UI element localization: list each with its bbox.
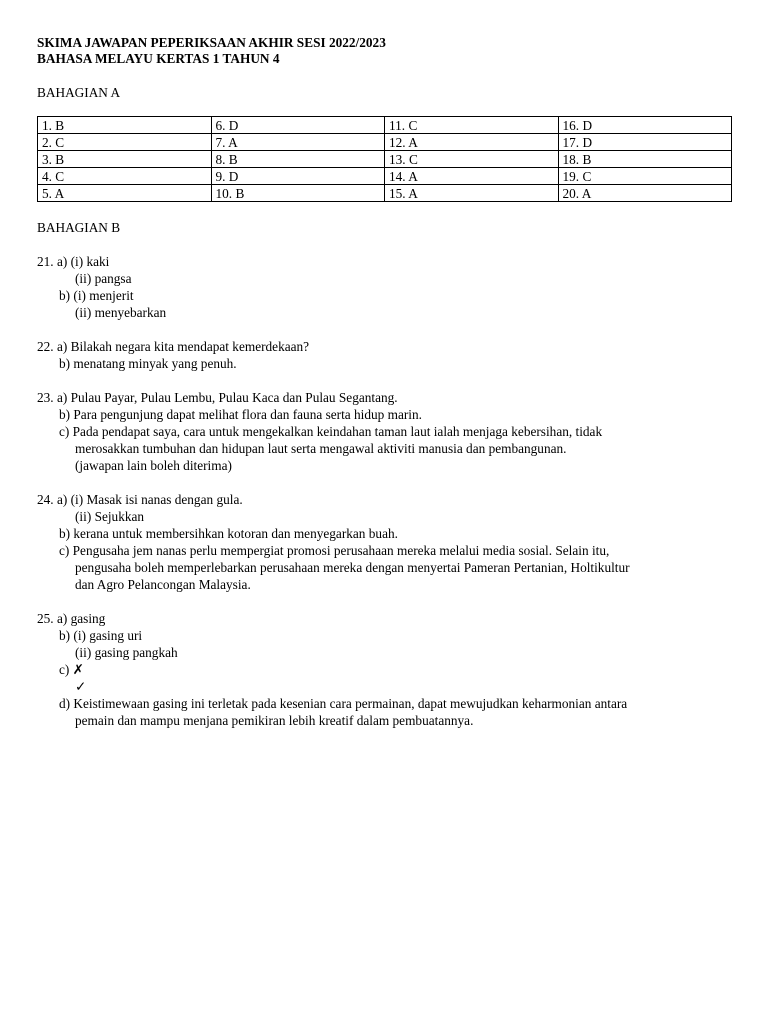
question-22 — [37, 338, 737, 372]
q22-b: b) menatang minyak yang penuh. — [59, 356, 237, 371]
answer-cell: 8. B — [211, 151, 385, 168]
q25-d-line-1: d) Keistimewaan gasing ini terletak pada kesenian cara permainan, dapat mewujudkan keharmonian antara — [59, 696, 628, 711]
q24-c-line-1: c) Pengusaha jem nanas perlu mempergiat promosi perusahaan mereka melalui media sosial. Selain itu, — [59, 543, 610, 558]
q24-c-line-2: pengusaha boleh memperlebarkan perusahaan mereka dengan menyertai Pameran Pertanian, Holtikultur — [75, 560, 630, 575]
q23-c-note: (jawapan lain boleh diterima) — [75, 458, 232, 473]
answer-cell: 20. A — [558, 185, 732, 202]
section-b-heading: BAHAGIAN B — [37, 220, 121, 235]
title-line-2: BAHASA MELAYU KERTAS 1 TAHUN 4 — [37, 51, 280, 66]
answer-table-row — [38, 134, 732, 151]
q24-b: b) kerana untuk membersihkan kotoran dan menyegarkan buah. — [59, 526, 398, 541]
q25-b-i: b) (i) gasing uri — [59, 628, 143, 643]
q24-a-i: 24. a) (i) Masak isi nanas dengan gula. — [37, 492, 243, 507]
q25-a: 25. a) gasing — [37, 611, 106, 626]
q23-c-line-2: merosakkan tumbuhan dan hidupan laut serta mengawal aktiviti manusia dan pembangunan. — [75, 441, 567, 456]
q25-b-ii: (ii) gasing pangkah — [75, 645, 178, 660]
answer-cell: 12. A — [385, 134, 559, 151]
answer-cell: 18. B — [558, 151, 732, 168]
q21-b-i: b) (i) menjerit — [59, 288, 134, 303]
answer-cell: 13. C — [385, 151, 559, 168]
q23-c-line-1: c) Pada pendapat saya, cara untuk mengekalkan keindahan taman laut ialah menjaga kebersihan, tidak — [59, 424, 603, 439]
answer-cell: 3. B — [38, 151, 212, 168]
answer-table-row — [38, 151, 732, 168]
answer-cell: 16. D — [558, 117, 732, 134]
answer-cell: 19. C — [558, 168, 732, 185]
q21-a-ii: (ii) pangsa — [75, 271, 132, 286]
q23-b: b) Para pengunjung dapat melihat flora dan fauna serta hidup marin. — [59, 407, 422, 422]
answer-cell: 15. A — [385, 185, 559, 202]
answer-cell: 1. B — [38, 117, 212, 134]
q21-a-i: 21. a) (i) kaki — [37, 254, 110, 269]
q22-a: 22. a) Bilakah negara kita mendapat kemerdekaan? — [37, 339, 310, 354]
answer-table-row — [38, 168, 732, 185]
section-b — [37, 219, 737, 729]
title-line-1: SKIMA JAWAPAN PEPERIKSAAN AKHIR SESI 2022/2023 — [37, 35, 386, 50]
question-23 — [37, 389, 737, 474]
answer-cell: 10. B — [211, 185, 385, 202]
document-title — [37, 35, 737, 67]
answer-cell: 9. D — [211, 168, 385, 185]
question-24 — [37, 491, 737, 593]
answer-cell: 4. C — [38, 168, 212, 185]
section-a-answer-table — [37, 116, 732, 202]
answer-cell: 2. C — [38, 134, 212, 151]
q25-c-cross-mark: c) ✗ — [59, 662, 84, 677]
answer-cell: 6. D — [211, 117, 385, 134]
answer-cell: 11. C — [385, 117, 559, 134]
answer-cell: 14. A — [385, 168, 559, 185]
answer-table-row — [38, 117, 732, 134]
question-21 — [37, 253, 737, 321]
question-25 — [37, 610, 737, 729]
answer-table-row — [38, 185, 732, 202]
answer-scheme-page — [37, 35, 737, 729]
q23-a: 23. a) Pulau Payar, Pulau Lembu, Pulau Kaca dan Pulau Segantang. — [37, 390, 398, 405]
answer-cell: 17. D — [558, 134, 732, 151]
q25-c-check-mark: ✓ — [75, 679, 87, 694]
q25-d-line-2: pemain dan mampu menjana pemikiran lebih kreatif dalam pembuatannya. — [75, 713, 474, 728]
q24-a-ii: (ii) Sejukkan — [75, 509, 145, 524]
section-a-heading: BAHAGIAN A — [37, 85, 121, 100]
q21-b-ii: (ii) menyebarkan — [75, 305, 167, 320]
answer-cell: 7. A — [211, 134, 385, 151]
answer-cell: 5. A — [38, 185, 212, 202]
section-a — [37, 84, 737, 202]
q24-c-line-3: dan Agro Pelancongan Malaysia. — [75, 577, 251, 592]
